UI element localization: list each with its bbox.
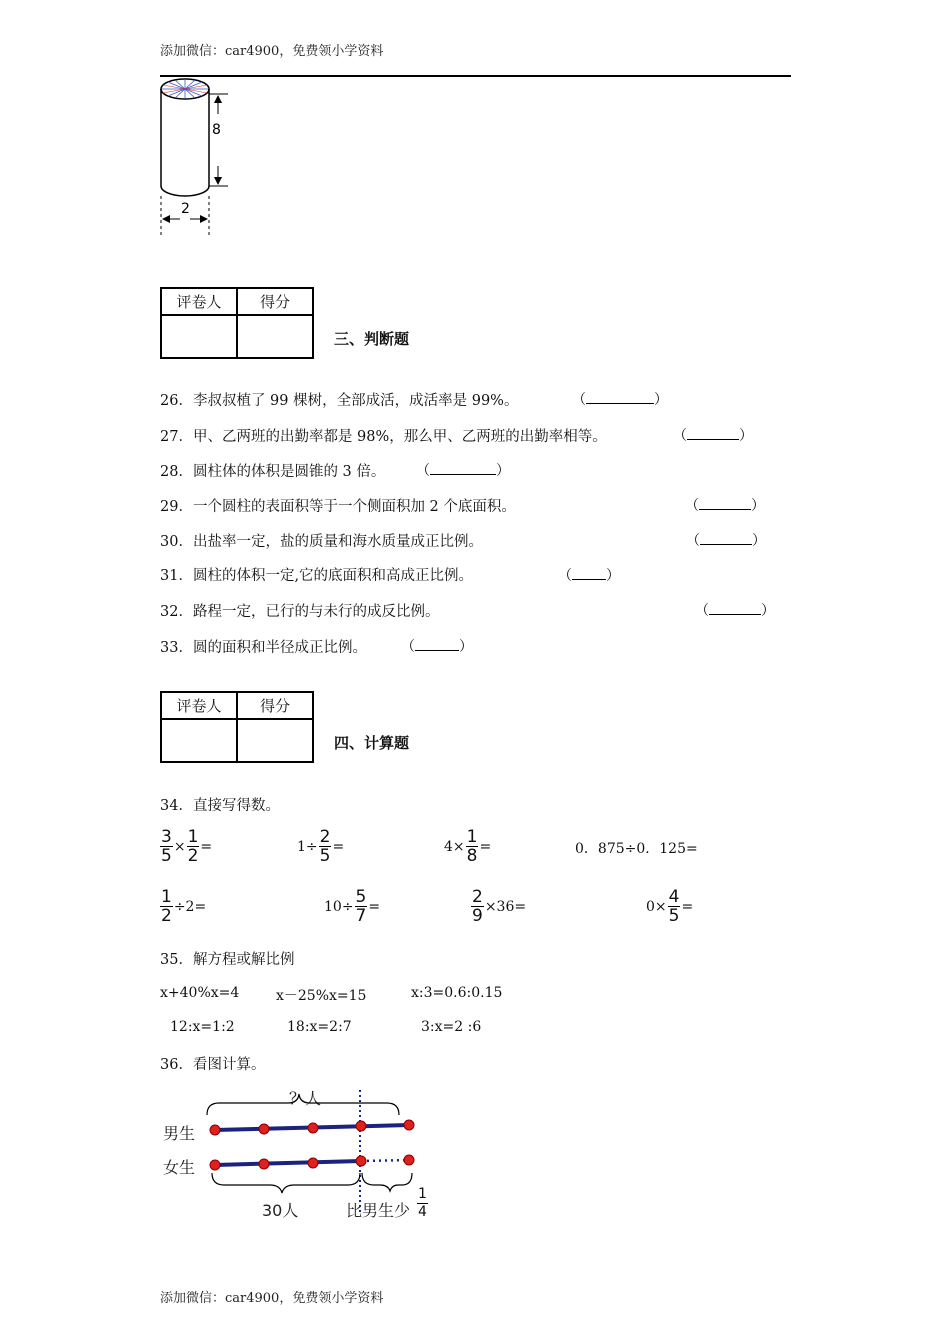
girls-point — [308, 1158, 318, 1168]
answer-blank-29[interactable]: （ ） — [685, 498, 765, 514]
score-table-3 — [160, 287, 314, 359]
question-30: 30．出盐率一定，盐的质量和海水质量成正比例。 — [160, 534, 483, 550]
answer-blank-26[interactable]: （ ） — [572, 392, 668, 408]
section3-title: 三、判断题 — [334, 330, 410, 348]
answer-blank-31[interactable]: （ ） — [558, 568, 620, 584]
girls-point — [210, 1160, 220, 1170]
cylinder-figure — [150, 76, 260, 241]
calc-item-a: $\frac{3}{5}$ × $\frac{1}{2}$ = — [161, 827, 213, 866]
question-27: 27．甲、乙两班的出勤率都是 98%，那么甲、乙两班的出勤率相等。 — [160, 429, 607, 445]
score-table-score-cell[interactable] — [237, 719, 313, 762]
compare-fraction: 1 4 — [418, 1186, 427, 1220]
calc-item-d: 0．875÷0．125= — [575, 841, 698, 857]
equation-5: 18:x=2:7 — [287, 1019, 352, 1035]
girls-dotted-extension — [361, 1160, 409, 1161]
answer-blank-33[interactable]: （ ） — [401, 639, 473, 655]
score-table-4 — [160, 691, 314, 763]
girls-label: 女生 — [163, 1158, 196, 1177]
boys-point — [210, 1125, 220, 1135]
calc-item-e: $\frac{1}{2}$ ÷2= — [161, 887, 207, 926]
calc-item-g: $\frac{2}{9}$ ×36= — [472, 887, 527, 926]
question-35: 35．解方程或解比例 — [160, 952, 295, 968]
question-29: 29．一个圆柱的表面积等于一个侧面积加 2 个底面积。 — [160, 499, 516, 515]
question-32: 32．路程一定，已行的与未行的成反比例。 — [160, 604, 440, 620]
boys-point — [404, 1120, 414, 1130]
cylinder-height-label: 8 — [212, 122, 221, 138]
answer-blank-32[interactable]: （ ） — [695, 603, 775, 619]
score-table-score-header: 得分 — [237, 288, 313, 315]
question-28: 28．圆柱体的体积是圆锥的 3 倍。 — [160, 464, 386, 480]
boys-label: 男生 — [163, 1124, 196, 1143]
compare-label: 比男生少 — [346, 1201, 411, 1220]
equation-3: x:3=0.6:0.15 — [411, 985, 503, 1001]
score-table-grader-cell[interactable] — [161, 315, 237, 358]
question-34: 34．直接写得数。 — [160, 798, 280, 814]
answer-blank-28[interactable]: （ ） — [416, 463, 510, 479]
question-33: 33．圆的面积和半径成正比例。 — [160, 640, 367, 656]
equation-4: 12:x=1:2 — [170, 1019, 235, 1035]
question-31: 31．圆柱的体积一定,它的底面积和高成正比例。 — [160, 568, 474, 584]
question-count-label: ？人 — [289, 1089, 322, 1108]
line-segment-diagram — [200, 1085, 430, 1215]
boys-total-brace — [207, 1094, 399, 1115]
boys-point — [308, 1123, 318, 1133]
section4-title: 四、计算题 — [334, 734, 410, 752]
equation-6: 3:x=2 :6 — [421, 1019, 482, 1035]
calc-item-c: 4× $\frac{1}{8}$ = — [444, 827, 492, 866]
difference-brace — [362, 1173, 412, 1191]
girls-point — [404, 1155, 414, 1165]
page-header: 添加微信：car4900，免费领小学资料 — [160, 44, 384, 59]
page-footer: 添加微信：car4900，免费领小学资料 — [160, 1291, 384, 1306]
question-36: 36．看图计算。 — [160, 1057, 266, 1073]
calc-item-b: 1÷ $\frac{2}{5}$ = — [297, 827, 345, 866]
equation-2: x－25%x=15 — [276, 988, 367, 1004]
girls-count-brace — [212, 1173, 360, 1193]
boys-point — [259, 1124, 269, 1134]
score-table-grader-header: 评卷人 — [161, 692, 237, 719]
cylinder-diameter-label: 2 — [181, 201, 190, 217]
equation-1: x+40%x=4 — [160, 985, 240, 1001]
score-table-score-cell[interactable] — [237, 315, 313, 358]
score-table-grader-cell[interactable] — [161, 719, 237, 762]
girls-line — [215, 1161, 361, 1165]
answer-blank-30[interactable]: （ ） — [686, 533, 766, 549]
question-26: 26．李叔叔植了 99 棵树，全部成活，成活率是 99%。 — [160, 393, 519, 409]
girls-count-label: 30人 — [262, 1201, 299, 1220]
girls-point — [356, 1156, 366, 1166]
boys-point — [356, 1121, 366, 1131]
score-table-grader-header: 评卷人 — [161, 288, 237, 315]
girls-point — [259, 1159, 269, 1169]
score-table-score-header: 得分 — [237, 692, 313, 719]
calc-item-f: 10÷ $\frac{5}{7}$ = — [324, 887, 381, 926]
answer-blank-27[interactable]: （ ） — [673, 428, 753, 444]
calc-item-h: 0× $\frac{4}{5}$ = — [646, 887, 694, 926]
